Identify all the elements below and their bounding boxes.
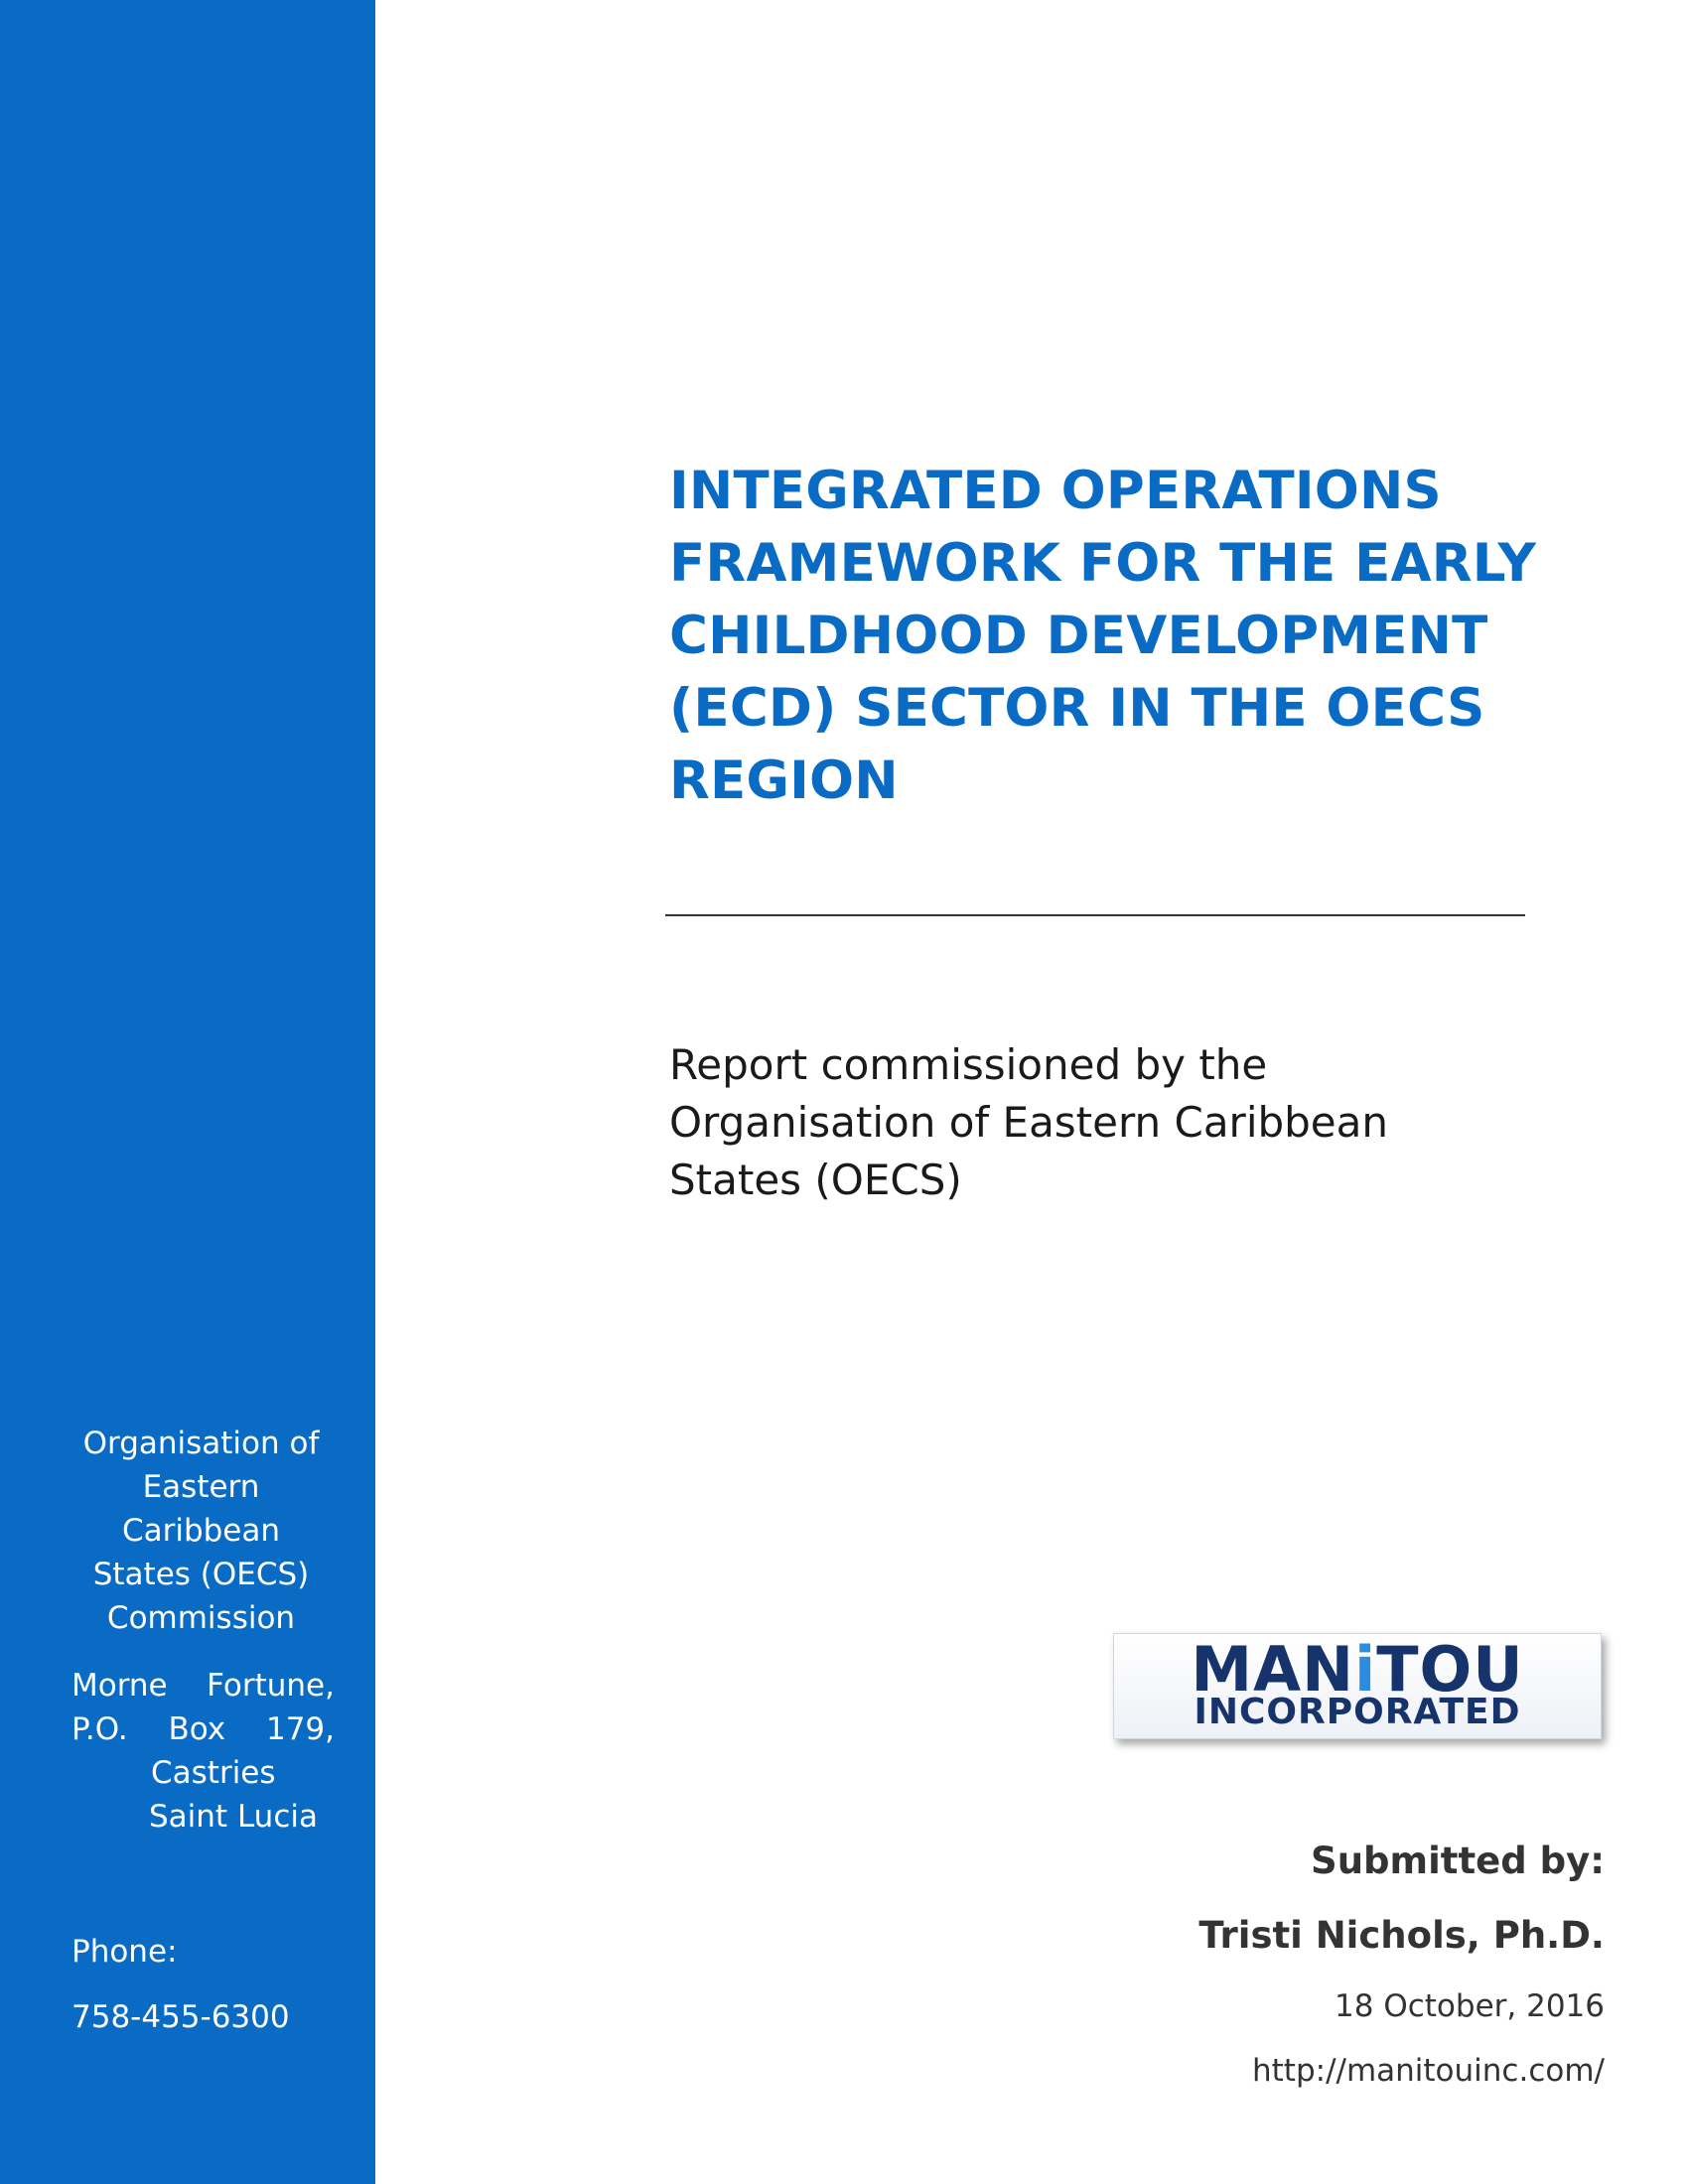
- title-line: FRAMEWORK FOR THE EARLY: [669, 533, 1537, 594]
- address-line: Castries: [151, 1755, 276, 1791]
- phone-number: 758-455-6300: [71, 1999, 290, 2035]
- manitou-logo: [1113, 1633, 1602, 1739]
- address-line: P.O. Box 179,: [71, 1711, 335, 1747]
- org-line: Commission: [106, 1600, 296, 1636]
- address-line: Morne Fortune,: [71, 1668, 335, 1704]
- subtitle-line: States (OECS): [669, 1156, 962, 1204]
- title-line: CHILDHOOD DEVELOPMENT: [669, 606, 1488, 666]
- address-line: Saint Lucia: [149, 1799, 318, 1835]
- document-title: [669, 455, 1563, 817]
- phone-label: Phone:: [71, 1934, 178, 1970]
- org-line: Caribbean: [121, 1513, 281, 1549]
- sidebar-address: [71, 1664, 335, 1839]
- org-line: Eastern: [142, 1469, 260, 1505]
- org-line: States (OECS): [92, 1557, 310, 1592]
- subtitle-line: Organisation of Eastern Caribbean: [669, 1098, 1389, 1147]
- sidebar-panel: [0, 0, 375, 2184]
- title-line: INTEGRATED OPERATIONS: [669, 461, 1442, 521]
- submission-date: 18 October, 2016: [1335, 1988, 1605, 2024]
- submitted-by-label: Submitted by:: [1311, 1840, 1605, 1882]
- logo-subtext: INCORPORATED: [1194, 1692, 1521, 1732]
- document-subtitle: [669, 1036, 1483, 1209]
- title-divider: [665, 914, 1525, 916]
- title-line: (ECD) SECTOR IN THE OECS: [669, 678, 1485, 739]
- org-line: Organisation of: [82, 1426, 320, 1461]
- website-link[interactable]: http://manitouinc.com/: [1251, 2053, 1605, 2089]
- author-name: Tristi Nichols, Ph.D.: [1198, 1914, 1605, 1957]
- subtitle-line: Report commissioned by the: [669, 1040, 1268, 1089]
- title-line: REGION: [669, 751, 899, 811]
- logo-wordmark: MANiTOU: [1191, 1633, 1524, 1706]
- sidebar-organisation: [60, 1422, 343, 1640]
